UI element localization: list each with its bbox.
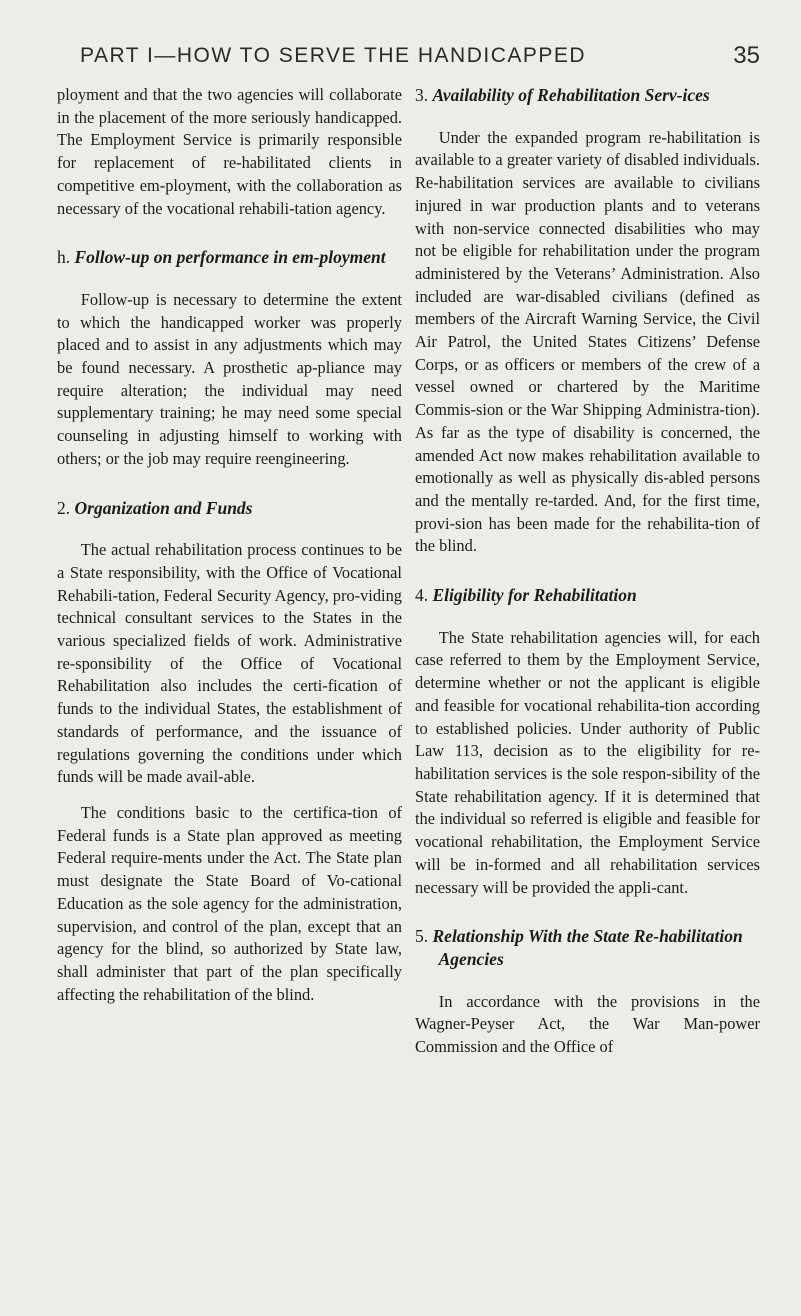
heading-eligibility bbox=[415, 584, 760, 607]
paragraph-placement-continued: ployment and that the two agencies will collaborate in the placement of the more seriously handicapped. The Employment Service is primarily responsible for replacement of re-habilitated clients in competitive em-ployment, with the collaboration as necessary of the vocational rehabili-tation agency. bbox=[57, 85, 402, 218]
heading-title: Follow-up on performance in em-ployment bbox=[74, 247, 386, 268]
running-header bbox=[80, 44, 760, 68]
running-title: PART I—HOW TO SERVE THE HANDICAPPED bbox=[80, 44, 587, 67]
paragraph-conditions: The conditions basic to the certifica-tion of Federal funds is a State plan approved as meeting Federal require-ments under the Act. The State plan must designate the State Board of Vo-cational Education as the sole agency for the administration, supervision, and control of the plan, except that an agency for the blind, so authorized by State law, shall administer that part of the plan specifically affecting the rehabilitation of the blind. bbox=[57, 802, 402, 1004]
heading-follow-up bbox=[57, 246, 402, 269]
paragraph-eligibility: The State rehabilitation agencies will, for each case referred to them by the Employment Service, determine whether or not the applicant is eligible and feasible for vocational rehabilita-tion according to established policies. Under authority of Public Law 113, decision as to the eligibility for re-habilitation services is the sole respon-sibility of the State rehabilitation agency. If it is determined that the individual so referred is eligible and feasible for vocational rehabilitation, the Employment Service will be in-formed and all rehabilitation services necessary will be provided the appli-cant. bbox=[415, 627, 760, 897]
heading-number: h. bbox=[57, 247, 71, 268]
paragraph-organization: The actual rehabilitation process continues to be a State responsibility, with the Office of Vocational Rehabili-tation, Federal Security Agency, pro-viding technical consultant services to the States in the various specialized fields of work. Administrative re-sponsibility of the Office of Vocational Rehabilitation also includes the certi-fication of funds to the individual States, the establishment of standards of performance, and the issuance of regulations governing the conditions under which funds will be made avail-able. bbox=[57, 540, 402, 787]
heading-availability bbox=[415, 84, 760, 107]
paragraph-relationship: In accordance with the provisions in the Wagner-Peyser Act, the War Man-power Commission and the Office of bbox=[415, 991, 760, 1057]
heading-title: Availability of Rehabilitation Serv-ices bbox=[432, 85, 710, 105]
heading-organization bbox=[57, 497, 402, 520]
heading-title: Relationship With the State Re-habilitation Agencies bbox=[432, 926, 743, 969]
heading-number: 3. bbox=[415, 85, 429, 105]
heading-title: Organization and Funds bbox=[74, 497, 253, 518]
paragraph-availability: Under the expanded program re-habilitation is available to a greater variety of disabled individuals. Re-habilitation services are available to civilians injured in war production plants and to veterans with non-service connected disabilities who may not be eligible for rehabilitation under the program administered by the Veterans’ Administration. Also included are war-disabled civilians (defined as members of the Aircraft Warning Service, the Civil Air Patrol, the United States Citizens’ Defense Corps, or as officers or members of the crew of a vessel owned or chartered by the Maritime Commis-sion or the War Shipping Administra-tion). As far as the type of disability is concerned, the amended Act now makes rehabilitation available to emotionally as well as physically dis-abled persons and the mentally re-tarded. And, for the first time, provi-sion has been made for the rehabilita-tion of the blind. bbox=[415, 127, 760, 556]
heading-number: 4. bbox=[415, 585, 429, 606]
left-column bbox=[57, 84, 402, 1006]
page-number: 35 bbox=[733, 42, 760, 69]
right-column bbox=[415, 84, 760, 1059]
heading-title: Eligibility for Rehabilitation bbox=[432, 585, 637, 606]
paragraph-follow-up: Follow-up is necessary to determine the extent to which the handicapped worker was properly placed and to assist in any adjustments which may be found necessary. A prosthetic ap-pliance may require alteration; the individual may need supplementary training; he may need some special counseling in adjusting himself to working with others; or the job may require reengineering. bbox=[57, 289, 402, 468]
heading-relationship bbox=[415, 925, 760, 970]
heading-number: 2. bbox=[57, 497, 71, 518]
heading-number: 5. bbox=[415, 926, 429, 947]
